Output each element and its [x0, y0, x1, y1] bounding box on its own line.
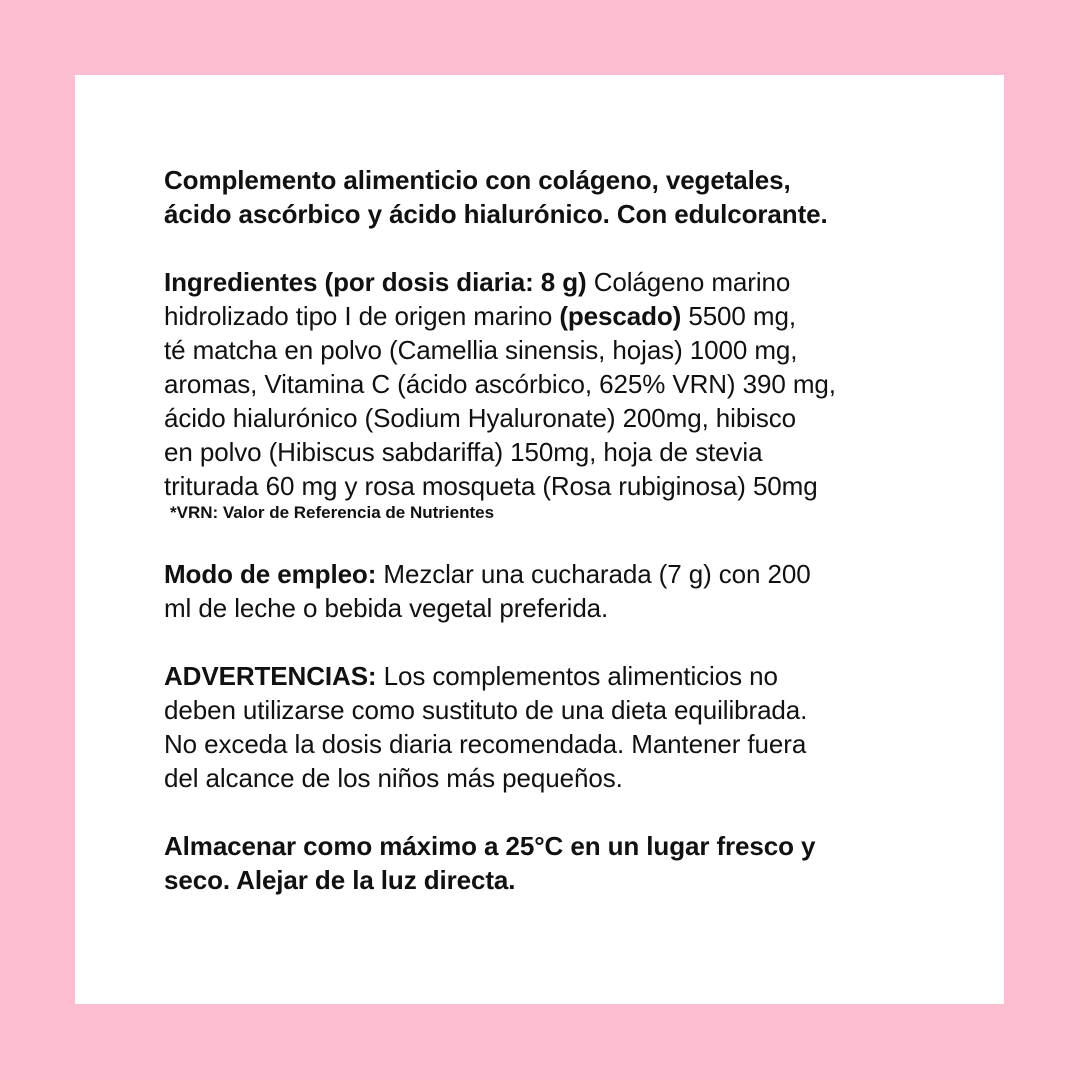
usage-line [164, 557, 944, 591]
spacer [164, 523, 944, 557]
usage-paragraph [164, 557, 944, 625]
storage-paragraph [164, 829, 944, 897]
warnings-line [164, 659, 944, 693]
allergen-highlight: (pescado) [559, 301, 682, 331]
ingredients-line: en polvo (Hibiscus sabdariffa) 150mg, hoja de stevia [164, 437, 763, 467]
spacer [164, 795, 944, 829]
spacer [164, 625, 944, 659]
ingredients-line: té matcha en polvo (Camellia sinensis, hojas) 1000 mg, [164, 335, 798, 365]
warnings-line: deben utilizarse como sustituto de una dieta equilibrada. [164, 695, 808, 725]
storage-line: Almacenar como máximo a 25°C en un lugar fresco y [164, 831, 816, 861]
warnings-paragraph [164, 659, 944, 795]
product-description [164, 163, 944, 231]
ingredients-text: Colágeno marino [586, 267, 791, 297]
ingredients-line [164, 299, 944, 333]
warnings-line: No exceda la dosis diaria recomendada. Mantener fuera [164, 729, 807, 759]
vrn-footnote: *VRN: Valor de Referencia de Nutrientes [170, 503, 495, 522]
ingredients-line: triturada 60 mg y rosa mosqueta (Rosa rubiginosa) 50mg [164, 471, 818, 501]
ingredients-text: 5500 mg, [681, 301, 796, 331]
ingredients-line [164, 265, 944, 299]
usage-line: ml de leche o bebida vegetal preferida. [164, 593, 609, 623]
ingredients-line: aromas, Vitamina C (ácido ascórbico, 625% VRN) 390 mg, [164, 369, 836, 399]
usage-label: Modo de empleo: [164, 559, 377, 589]
ingredients-label: Ingredientes (por dosis diaria: 8 g) [164, 267, 587, 297]
label-card [75, 75, 1004, 1004]
warnings-line: del alcance de los niños más pequeños. [164, 763, 623, 793]
ingredients-paragraph [164, 265, 944, 503]
ingredients-text: hidrolizado tipo I de origen marino [164, 301, 560, 331]
spacer [164, 231, 944, 265]
warnings-label: ADVERTENCIAS: [164, 661, 377, 691]
storage-line: seco. Alejar de la luz directa. [164, 865, 516, 895]
description-line: ácido ascórbico y ácido hialurónico. Con edulcorante. [164, 199, 828, 229]
warnings-text: Los complementos alimenticios no [376, 661, 778, 691]
description-line: Complemento alimenticio con colágeno, vegetales, [164, 165, 791, 195]
usage-text: Mezclar una cucharada (7 g) con 200 [376, 559, 811, 589]
ingredients-line: ácido hialurónico (Sodium Hyaluronate) 200mg, hibisco [164, 403, 797, 433]
